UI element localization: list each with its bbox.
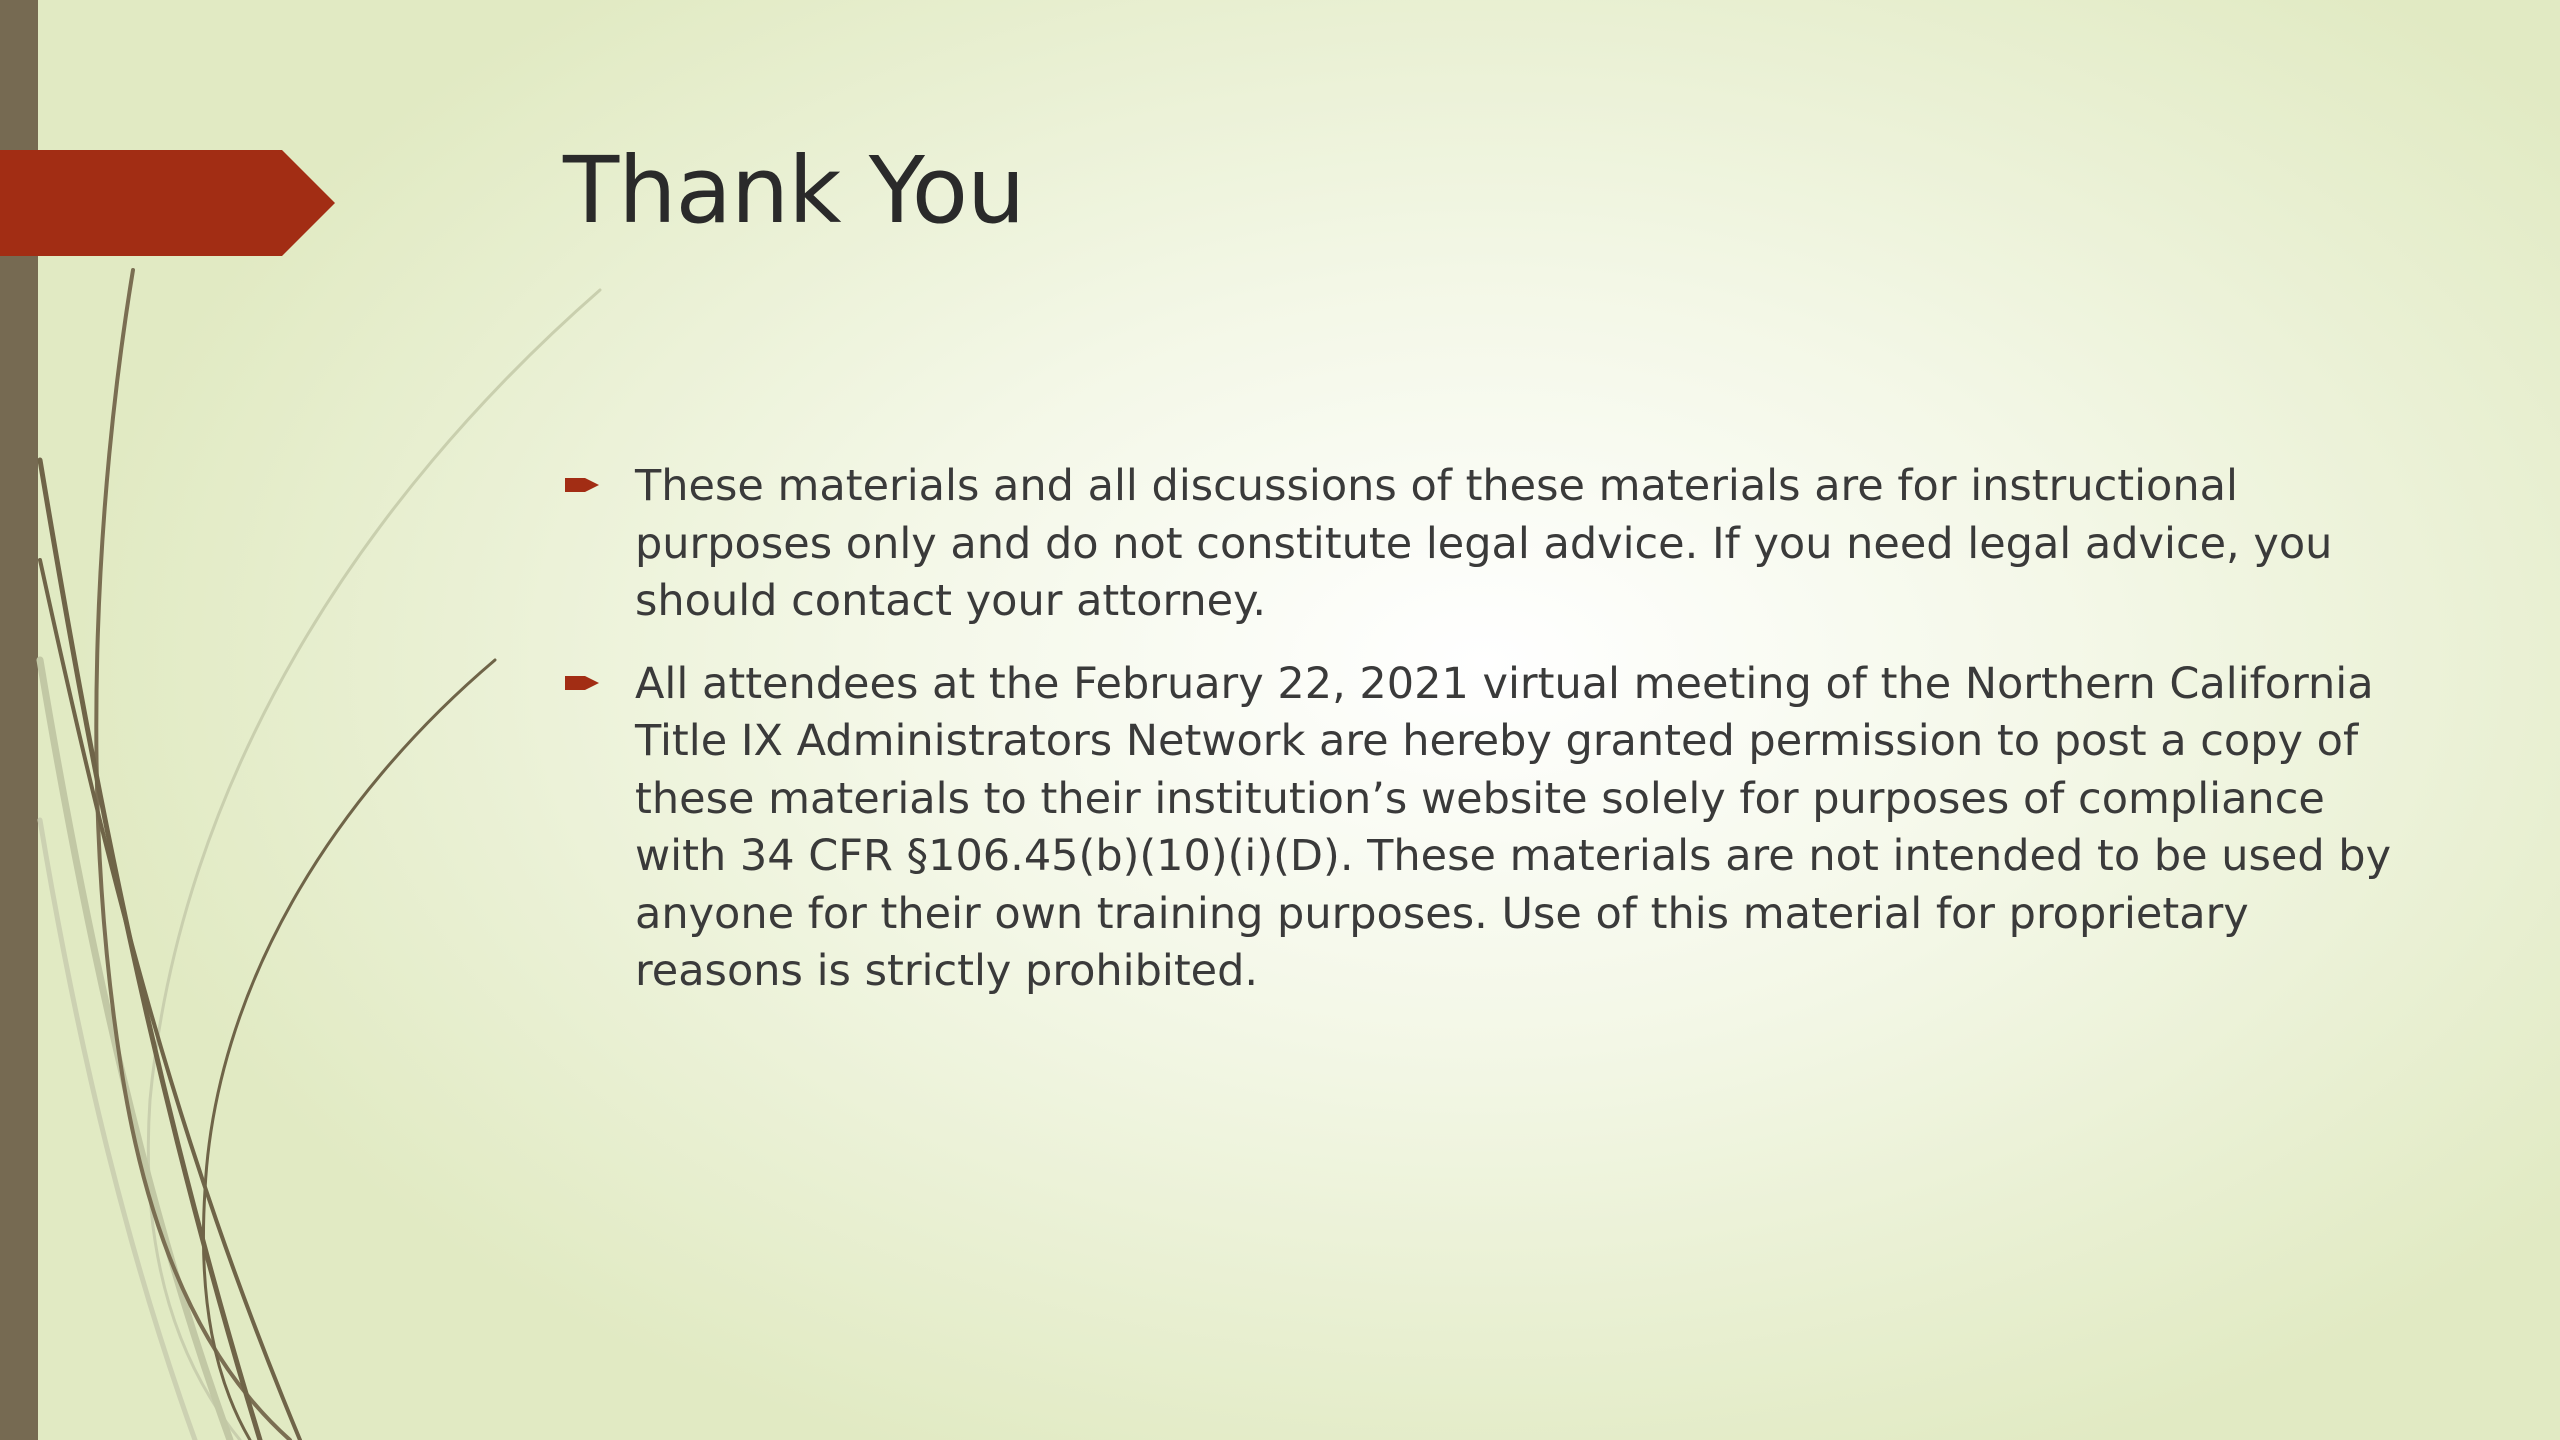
swoosh-line-faint-1 <box>148 290 600 1440</box>
slide-title: Thank You <box>563 137 1025 244</box>
swoosh-line-2 <box>40 460 260 1440</box>
swoosh-line-1 <box>96 270 290 1440</box>
swoosh-line-faint-3 <box>40 820 195 1440</box>
bullet-list <box>563 458 2405 1026</box>
bullet-text: All attendees at the February 22, 2021 virtual meeting of the Northern California Title IX Administrators Network are hereby granted permission to post a copy of these materials to their institution’s website solely for purposes of compliance with 34 CFR §106.45(b)(10)(i)(D). These materials are not intended to be used by anyone for their own training purposes. Use of this material for proprietary reasons is strictly prohibited. <box>635 658 2392 996</box>
title-arrow-tab <box>0 0 340 260</box>
bullet-item-permission <box>563 656 2405 1001</box>
swoosh-line-4 <box>203 660 495 1440</box>
bullet-item-disclaimer <box>563 458 2405 631</box>
bullet-text: These materials and all discussions of these materials are for instructional purposes only and do not constitute legal advice. If you need legal advice, you should contact your attorney. <box>635 461 2333 626</box>
arrow-bullet-icon <box>563 472 601 498</box>
arrow-bullet-icon <box>563 670 601 696</box>
